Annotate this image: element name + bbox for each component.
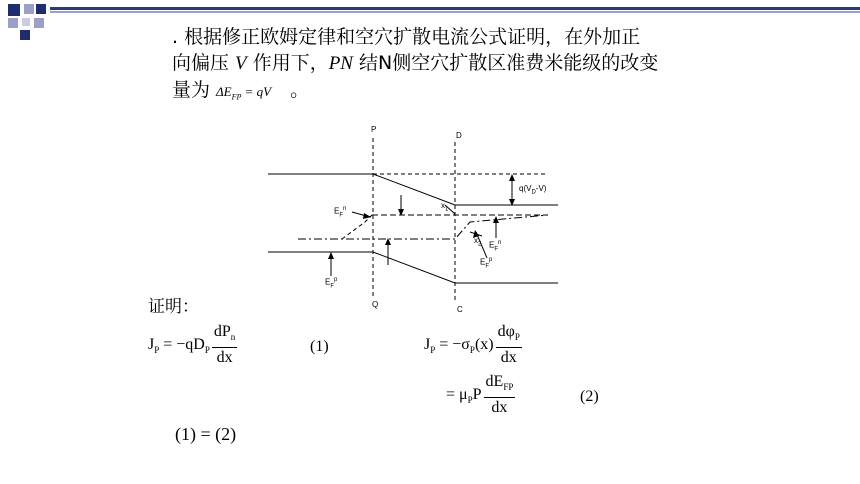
eq-text: (x) bbox=[474, 335, 494, 353]
fraction-numerator bbox=[212, 322, 237, 348]
valence-band bbox=[268, 252, 558, 283]
statement-text: 量为 bbox=[172, 79, 217, 101]
arrowhead bbox=[363, 213, 371, 219]
label-sup: n bbox=[343, 206, 347, 212]
eq-text: dP bbox=[213, 323, 231, 340]
eq-sub: P bbox=[430, 344, 436, 355]
label-sub: 2 bbox=[478, 241, 482, 248]
fraction bbox=[484, 372, 516, 418]
label-sub: D bbox=[531, 189, 536, 196]
label-sup: n bbox=[498, 240, 502, 246]
label-efp-right bbox=[480, 257, 492, 269]
label-p: P bbox=[371, 125, 377, 134]
equation-1 bbox=[148, 322, 239, 368]
label-c: C bbox=[457, 305, 463, 314]
label-text: E bbox=[480, 257, 486, 267]
proof-heading: 证明： bbox=[148, 297, 199, 317]
arrowhead bbox=[328, 252, 334, 259]
eq-sub: P bbox=[204, 344, 210, 355]
label-sub: F bbox=[339, 212, 344, 219]
label-sup: p bbox=[489, 257, 493, 263]
efn-transition bbox=[342, 215, 372, 239]
voltage-variable: V bbox=[235, 53, 247, 74]
equation-3 bbox=[446, 372, 517, 418]
conduction-band bbox=[268, 174, 558, 205]
conclusion: (1) = (2) bbox=[175, 424, 237, 444]
statement-line-1: . 根据修正欧姆定律和空穴扩散电流公式证明，在外加正 bbox=[172, 26, 641, 48]
label-sup: p bbox=[334, 277, 338, 283]
pn-variable: PN bbox=[328, 53, 353, 74]
label-sub: F bbox=[485, 263, 490, 270]
eq-text: P bbox=[472, 385, 482, 403]
equation-2 bbox=[424, 322, 524, 368]
label-efp-left bbox=[325, 277, 337, 289]
eq-text: dφ bbox=[497, 323, 515, 340]
label-sub: 1 bbox=[445, 206, 449, 213]
fraction bbox=[212, 322, 237, 368]
fraction bbox=[496, 322, 522, 368]
label-q: Q bbox=[372, 300, 379, 309]
efp-level bbox=[298, 215, 548, 239]
label-efn-right bbox=[489, 240, 501, 252]
label-x1 bbox=[441, 201, 448, 213]
eq-sub: P bbox=[467, 394, 473, 405]
label-text: x bbox=[441, 201, 445, 210]
eq-sub: P bbox=[514, 332, 520, 343]
equation-2-tag: (2) bbox=[580, 388, 599, 405]
label-text: E bbox=[325, 277, 331, 287]
equation-1-tag: (1) bbox=[310, 338, 329, 355]
formula-sub: FP bbox=[231, 92, 242, 102]
fraction-denominator: dx bbox=[491, 399, 508, 417]
label-qvdv bbox=[519, 184, 546, 196]
eq-sub: FP bbox=[503, 382, 514, 393]
eq-sub: P bbox=[469, 344, 475, 355]
eq-text: J bbox=[148, 335, 155, 353]
eq-text: J bbox=[424, 335, 431, 353]
eq-text: = −σ bbox=[435, 335, 470, 353]
label-sub: F bbox=[330, 283, 335, 290]
eq-text: dE bbox=[485, 373, 504, 390]
label-text: x bbox=[474, 236, 478, 245]
fraction-numerator bbox=[496, 322, 522, 348]
label-sub: F bbox=[494, 246, 499, 253]
statement-text: 。 bbox=[271, 79, 310, 101]
statement-text: 结N侧空穴扩散区准费米能级的改变 bbox=[352, 52, 659, 74]
formula-text: = qV bbox=[241, 84, 272, 99]
statement-text: 向偏压 bbox=[172, 52, 236, 74]
arrowhead bbox=[509, 174, 515, 181]
eq-text: = −qD bbox=[159, 335, 205, 353]
fraction-numerator bbox=[484, 372, 516, 398]
eq-text: = μ bbox=[446, 385, 468, 403]
statement-text: 作用下， bbox=[246, 52, 329, 74]
eq-sub: n bbox=[230, 332, 236, 343]
fraction-denominator: dx bbox=[216, 349, 233, 367]
label-text: -V) bbox=[535, 184, 547, 193]
label-efn-left bbox=[334, 206, 346, 218]
eq-sub: P bbox=[154, 344, 160, 355]
formula-text: ΔE bbox=[216, 84, 232, 99]
fraction-denominator: dx bbox=[500, 349, 517, 367]
label-text: E bbox=[489, 240, 495, 250]
label-x2 bbox=[474, 236, 481, 248]
label-text: E bbox=[334, 206, 340, 216]
label-text: q(V bbox=[519, 184, 532, 193]
label-d: D bbox=[456, 131, 462, 140]
